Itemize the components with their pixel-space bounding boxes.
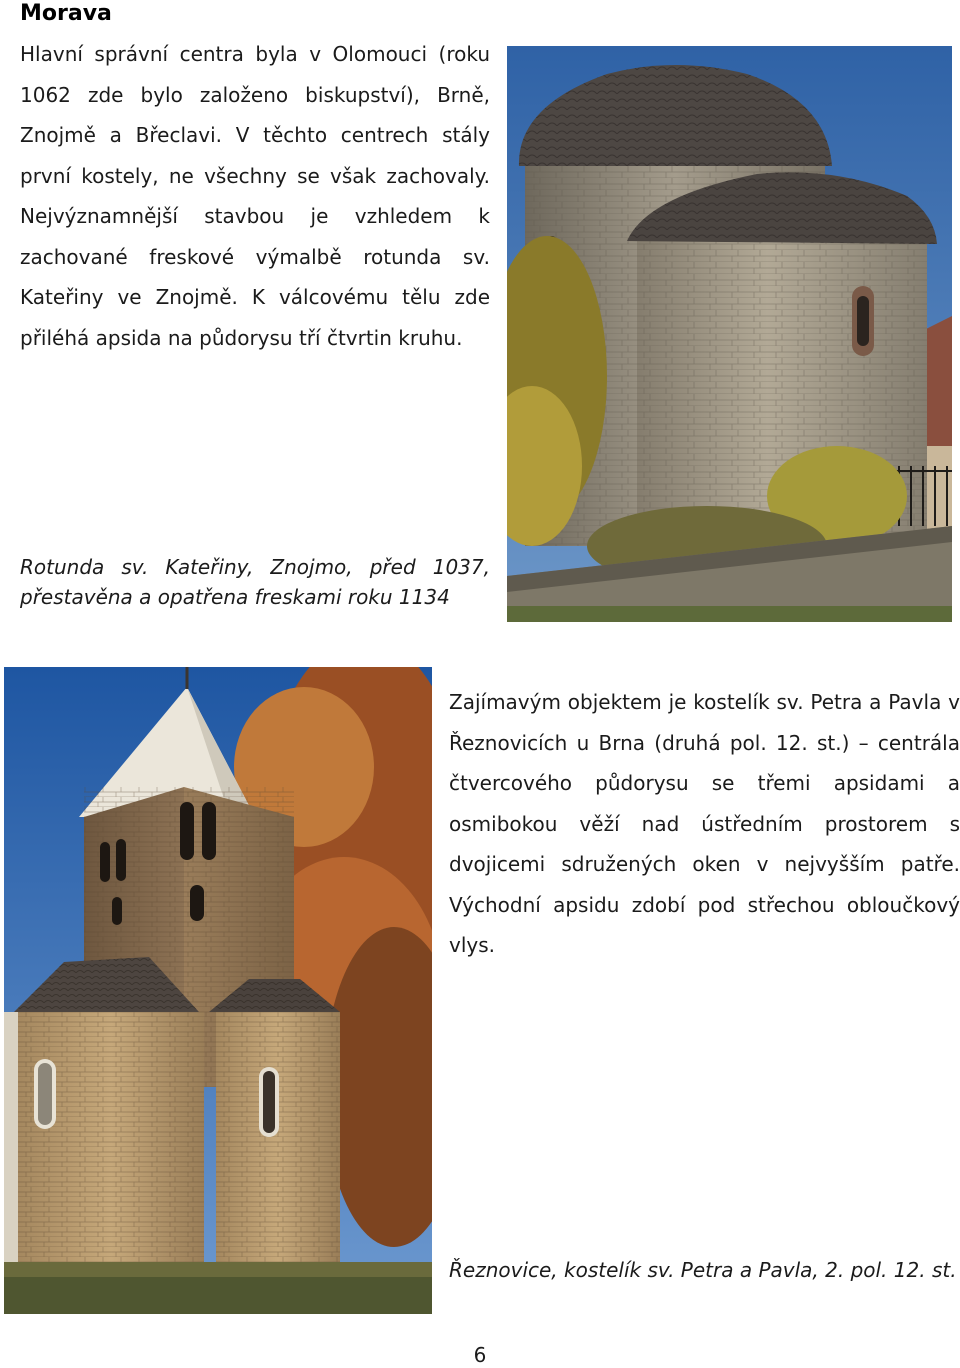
page-number: 6 (473, 1343, 487, 1367)
photo-rotunda-znojmo (507, 46, 952, 622)
caption-rotunda: Rotunda sv. Kateřiny, Znojmo, před 1037, přestavěna a opatřena freskami roku 1134 (20, 555, 490, 609)
paragraph-moravian-centres: Hlavní správní centra byla v Olomouci (roku 1062 zde bylo založeno biskupství), Brně, Znojmě a Břeclavi. V těchto centrech stály první kostely, ne všechny se však zachovaly. Nejvýznamnější stavbou je vzhledem k zachované freskové výmalbě rotunda sv. Kateřiny ve Znojmě. K válcovému tělu zde přiléhá apsida na půdorysu tří čtvrtin kruhu. (20, 42, 490, 350)
page-heading: Morava (20, 1, 112, 26)
paragraph-reznovice: Zajímavým objektem je kostelík sv. Petra a Pavla v Řeznovicích u Brna (druhá pol. 12. st.) – centrála čtvercového půdorysu se třemi apsidami a osmibokou věží nad ústředním prostorem s dvojicemi sdružených oken v nejvyšším patře. Východní apsidu zdobí pod střechou obloučkový vlys. (449, 690, 960, 957)
caption-reznovice: Řeznovice, kostelík sv. Petra a Pavla, 2. pol. 12. st. (449, 1258, 957, 1282)
photo-reznovice-church (4, 667, 432, 1314)
